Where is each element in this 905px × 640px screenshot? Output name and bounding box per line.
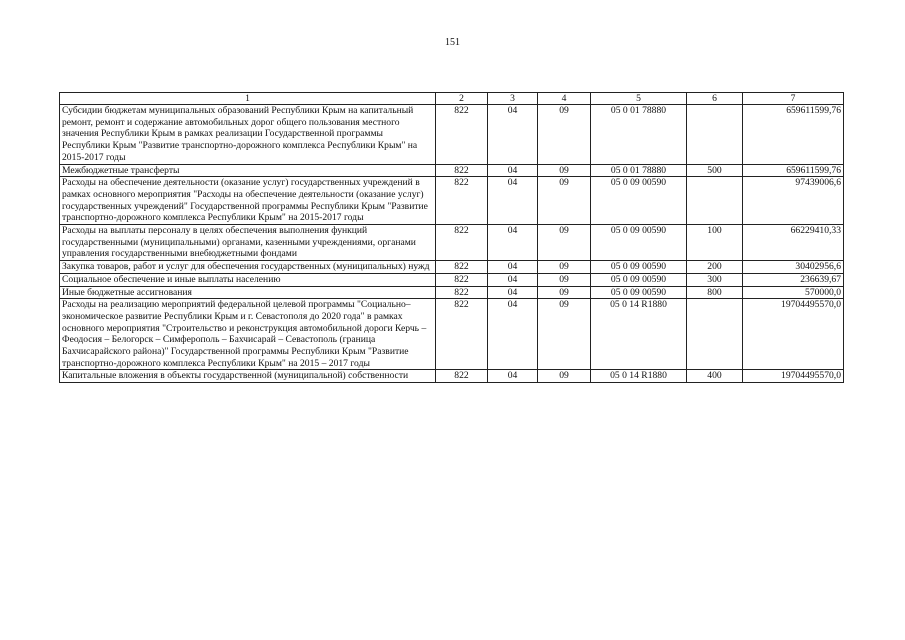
table-row bbox=[60, 370, 844, 383]
cell-admin-code: 822 bbox=[436, 370, 488, 383]
cell-admin-code: 822 bbox=[436, 286, 488, 299]
cell-section: 04 bbox=[488, 164, 538, 177]
cell-amount: 30402956,6 bbox=[743, 261, 844, 274]
cell-target-article: 05 0 09 00590 bbox=[591, 273, 687, 286]
cell-admin-code: 822 bbox=[436, 299, 488, 370]
cell-amount: 66229410,33 bbox=[743, 225, 844, 261]
cell-section: 04 bbox=[488, 299, 538, 370]
cell-subsection: 09 bbox=[538, 370, 591, 383]
cell-target-article: 05 0 01 78880 bbox=[591, 105, 687, 165]
cell-subsection: 09 bbox=[538, 177, 591, 225]
cell-name: Закупка товаров, работ и услуг для обеспечения государственных (муниципальных) нужд bbox=[60, 261, 436, 274]
cell-subsection: 09 bbox=[538, 105, 591, 165]
cell-section: 04 bbox=[488, 370, 538, 383]
cell-expense-type: 500 bbox=[687, 164, 743, 177]
cell-expense-type: 300 bbox=[687, 273, 743, 286]
cell-admin-code: 822 bbox=[436, 164, 488, 177]
cell-section: 04 bbox=[488, 273, 538, 286]
cell-amount: 570000,0 bbox=[743, 286, 844, 299]
cell-target-article: 05 0 14 R1880 bbox=[591, 299, 687, 370]
cell-target-article: 05 0 09 00590 bbox=[591, 225, 687, 261]
table-row bbox=[60, 286, 844, 299]
cell-name: Межбюджетные трансферты bbox=[60, 164, 436, 177]
cell-subsection: 09 bbox=[538, 273, 591, 286]
cell-subsection: 09 bbox=[538, 225, 591, 261]
cell-amount: 19704495570,0 bbox=[743, 370, 844, 383]
table-row bbox=[60, 273, 844, 286]
table-row bbox=[60, 164, 844, 177]
cell-name: Расходы на реализацию мероприятий федеральной целевой программы "Социально–экономическое развитие Республики Крым и г. Севастополя до 2020 года" в рамках основного мероприятия "Строительство и реконструкция автомобильной дороги Керчь – Феодосия – Белогорск – Симферополь – Бахчисарай – Севастополь (граница Бахчисарайского района)" Государственной программы Республики Крым "Развитие транспортно-дорожного комплекса Республики Крым" на 2015 – 2017 годы bbox=[60, 299, 436, 370]
table-row bbox=[60, 299, 844, 370]
table-header-row bbox=[60, 93, 844, 105]
cell-subsection: 09 bbox=[538, 164, 591, 177]
cell-name: Расходы на выплаты персоналу в целях обеспечения выполнения функций государственными (муниципальными) органами, казенными учреждениями, органами управления государственными внебюджетными фондами bbox=[60, 225, 436, 261]
table-row bbox=[60, 225, 844, 261]
cell-subsection: 09 bbox=[538, 286, 591, 299]
cell-subsection: 09 bbox=[538, 261, 591, 274]
cell-amount: 97439006,6 bbox=[743, 177, 844, 225]
cell-target-article: 05 0 09 00590 bbox=[591, 261, 687, 274]
column-header-5: 5 bbox=[591, 93, 687, 105]
column-header-1: 1 bbox=[60, 93, 436, 105]
column-header-2: 2 bbox=[436, 93, 488, 105]
cell-section: 04 bbox=[488, 177, 538, 225]
cell-target-article: 05 0 09 00590 bbox=[591, 286, 687, 299]
cell-amount: 236639,67 bbox=[743, 273, 844, 286]
cell-amount: 19704495570,0 bbox=[743, 299, 844, 370]
column-header-7: 7 bbox=[743, 93, 844, 105]
cell-expense-type: 800 bbox=[687, 286, 743, 299]
cell-name: Иные бюджетные ассигнования bbox=[60, 286, 436, 299]
cell-expense-type: 200 bbox=[687, 261, 743, 274]
cell-section: 04 bbox=[488, 105, 538, 165]
table-row bbox=[60, 177, 844, 225]
cell-name: Социальное обеспечение и иные выплаты населению bbox=[60, 273, 436, 286]
table-row bbox=[60, 261, 844, 274]
cell-amount: 659611599,76 bbox=[743, 164, 844, 177]
cell-target-article: 05 0 14 R1880 bbox=[591, 370, 687, 383]
column-header-3: 3 bbox=[488, 93, 538, 105]
cell-subsection: 09 bbox=[538, 299, 591, 370]
cell-expense-type: 100 bbox=[687, 225, 743, 261]
cell-admin-code: 822 bbox=[436, 261, 488, 274]
cell-expense-type bbox=[687, 177, 743, 225]
cell-name: Капитальные вложения в объекты государственной (муниципальной) собственности bbox=[60, 370, 436, 383]
cell-expense-type: 400 bbox=[687, 370, 743, 383]
cell-admin-code: 822 bbox=[436, 105, 488, 165]
page-number: 151 bbox=[445, 37, 460, 48]
cell-name: Расходы на обеспечение деятельности (оказание услуг) государственных учреждений в рамках основного мероприятия "Расходы на обеспечение деятельности (оказание услуг) государственных учреждений" Государственной программы Республики Крым "Развитие транспортно-дорожного комплекса Республики Крым" на 2015-2017 годы bbox=[60, 177, 436, 225]
cell-target-article: 05 0 01 78880 bbox=[591, 164, 687, 177]
table-row bbox=[60, 105, 844, 165]
cell-admin-code: 822 bbox=[436, 273, 488, 286]
cell-expense-type bbox=[687, 105, 743, 165]
cell-name: Субсидии бюджетам муниципальных образований Республики Крым на капитальный ремонт, ремонт и содержание автомобильных дорог общего пользования местного значения Республики Крым в рамках реализации Государственной программы Республики Крым "Развитие транспортно-дорожного комплекса Республики Крым" на 2015-2017 годы bbox=[60, 105, 436, 165]
cell-admin-code: 822 bbox=[436, 177, 488, 225]
cell-admin-code: 822 bbox=[436, 225, 488, 261]
column-header-6: 6 bbox=[687, 93, 743, 105]
cell-section: 04 bbox=[488, 286, 538, 299]
budget-table bbox=[59, 92, 844, 383]
cell-amount: 659611599,76 bbox=[743, 105, 844, 165]
column-header-4: 4 bbox=[538, 93, 591, 105]
table-body bbox=[60, 105, 844, 383]
cell-section: 04 bbox=[488, 261, 538, 274]
cell-expense-type bbox=[687, 299, 743, 370]
cell-target-article: 05 0 09 00590 bbox=[591, 177, 687, 225]
cell-section: 04 bbox=[488, 225, 538, 261]
